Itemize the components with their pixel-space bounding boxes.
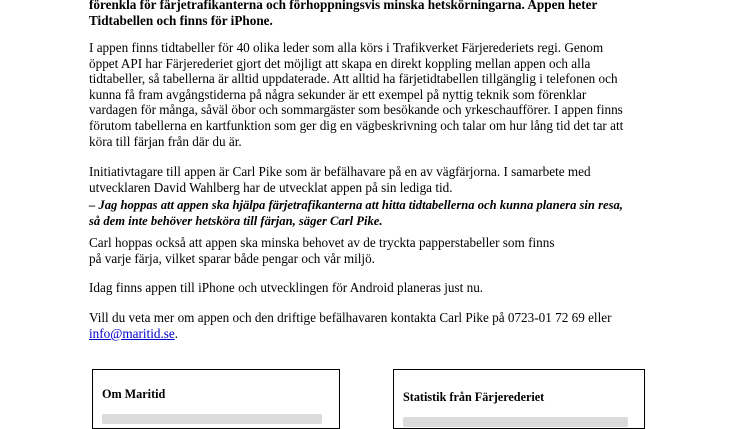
contact-line: Vill du veta mer om appen och den driftige befälhavaren kontakta Carl Pike på 0723-01 72 69 eller [89, 310, 612, 325]
contact-suffix: . [174, 325, 179, 341]
quote-line: – Jag hoppas att appen ska hjälpa färjetrafikanterna att hitta tidtabellerna och kunna planera sin resa, [89, 198, 623, 212]
quote-line: så dem inte behöver hetsköra till färjan, säger Carl Pike. [89, 213, 383, 228]
quote-paragraph [89, 198, 669, 229]
intro-bold-paragraph [89, 0, 669, 28]
om-maritid-title: Om Maritid [102, 387, 166, 401]
intro-line-2: Tidtabellen och finns för iPhone. [89, 12, 273, 28]
paragraph1-line: kunna få fram avgångstiderna på några sekunder är ett exempel på nyttig teknik som förenklar [89, 86, 587, 102]
paragraph-initiator [89, 164, 669, 195]
paragraph4-line: Idag finns appen till iPhone och utvecklingen för Android planeras just nu. [89, 280, 484, 295]
om-maritid-box [92, 369, 340, 429]
paragraph-app-description [89, 40, 669, 149]
paragraph2-line: utvecklaren David Wahlberg har de utvecklat appen på sin lediga tid. [89, 179, 453, 195]
email-link[interactable]: info@maritid.se [89, 325, 175, 341]
intro-line-1: förenkla för färjetrafikanterna och förhoppningsvis minska hetskörningarna. Appen heter [89, 0, 598, 12]
paragraph-paper-tables [89, 235, 669, 266]
paragraph2-line: Initiativtagare till appen är Carl Pike som är befälhavare på en av vägfärjorna. I samarbete med [89, 164, 591, 179]
paragraph1-line: tidtabeller, så tabellerna är alltid uppdaterade. Att alltid ha färjetidtabellen tillgänglig i telefonen och [89, 71, 618, 87]
paragraph-platforms [89, 280, 669, 296]
paragraph1-line: vardagen för många, såväl öbor och sommargäster som besökande och yrkeschaufförer. I appen finns [89, 102, 623, 118]
box-text-cut-off [102, 414, 322, 424]
paragraph3-line: på varje färja, vilket sparar både pengar och vår miljö. [89, 250, 375, 266]
paragraph1-line: I appen finns tidtabeller för 40 olika leder som alla körs i Trafikverket Färjerederiets regi. Genom [89, 40, 604, 55]
paragraph-contact [89, 310, 669, 341]
statistik-title: Statistik från Färjerederiet [403, 390, 545, 404]
paragraph1-line: öppet API har Färjerederiet gjort det möjligt att skapa en direkt koppling mellan appen och alla [89, 55, 591, 71]
paragraph1-line: förutom tabellerna en kartfunktion som ger dig en vägbeskrivning och talar om hur lång tid det tar att [89, 117, 624, 133]
statistik-box [393, 369, 645, 429]
contact-email-line [89, 326, 669, 342]
paragraph1-line: köra till färjan från där du är. [89, 133, 242, 149]
paragraph3-line: Carl hoppas också att appen ska minska behovet av de tryckta papperstabeller som finns [89, 235, 555, 250]
